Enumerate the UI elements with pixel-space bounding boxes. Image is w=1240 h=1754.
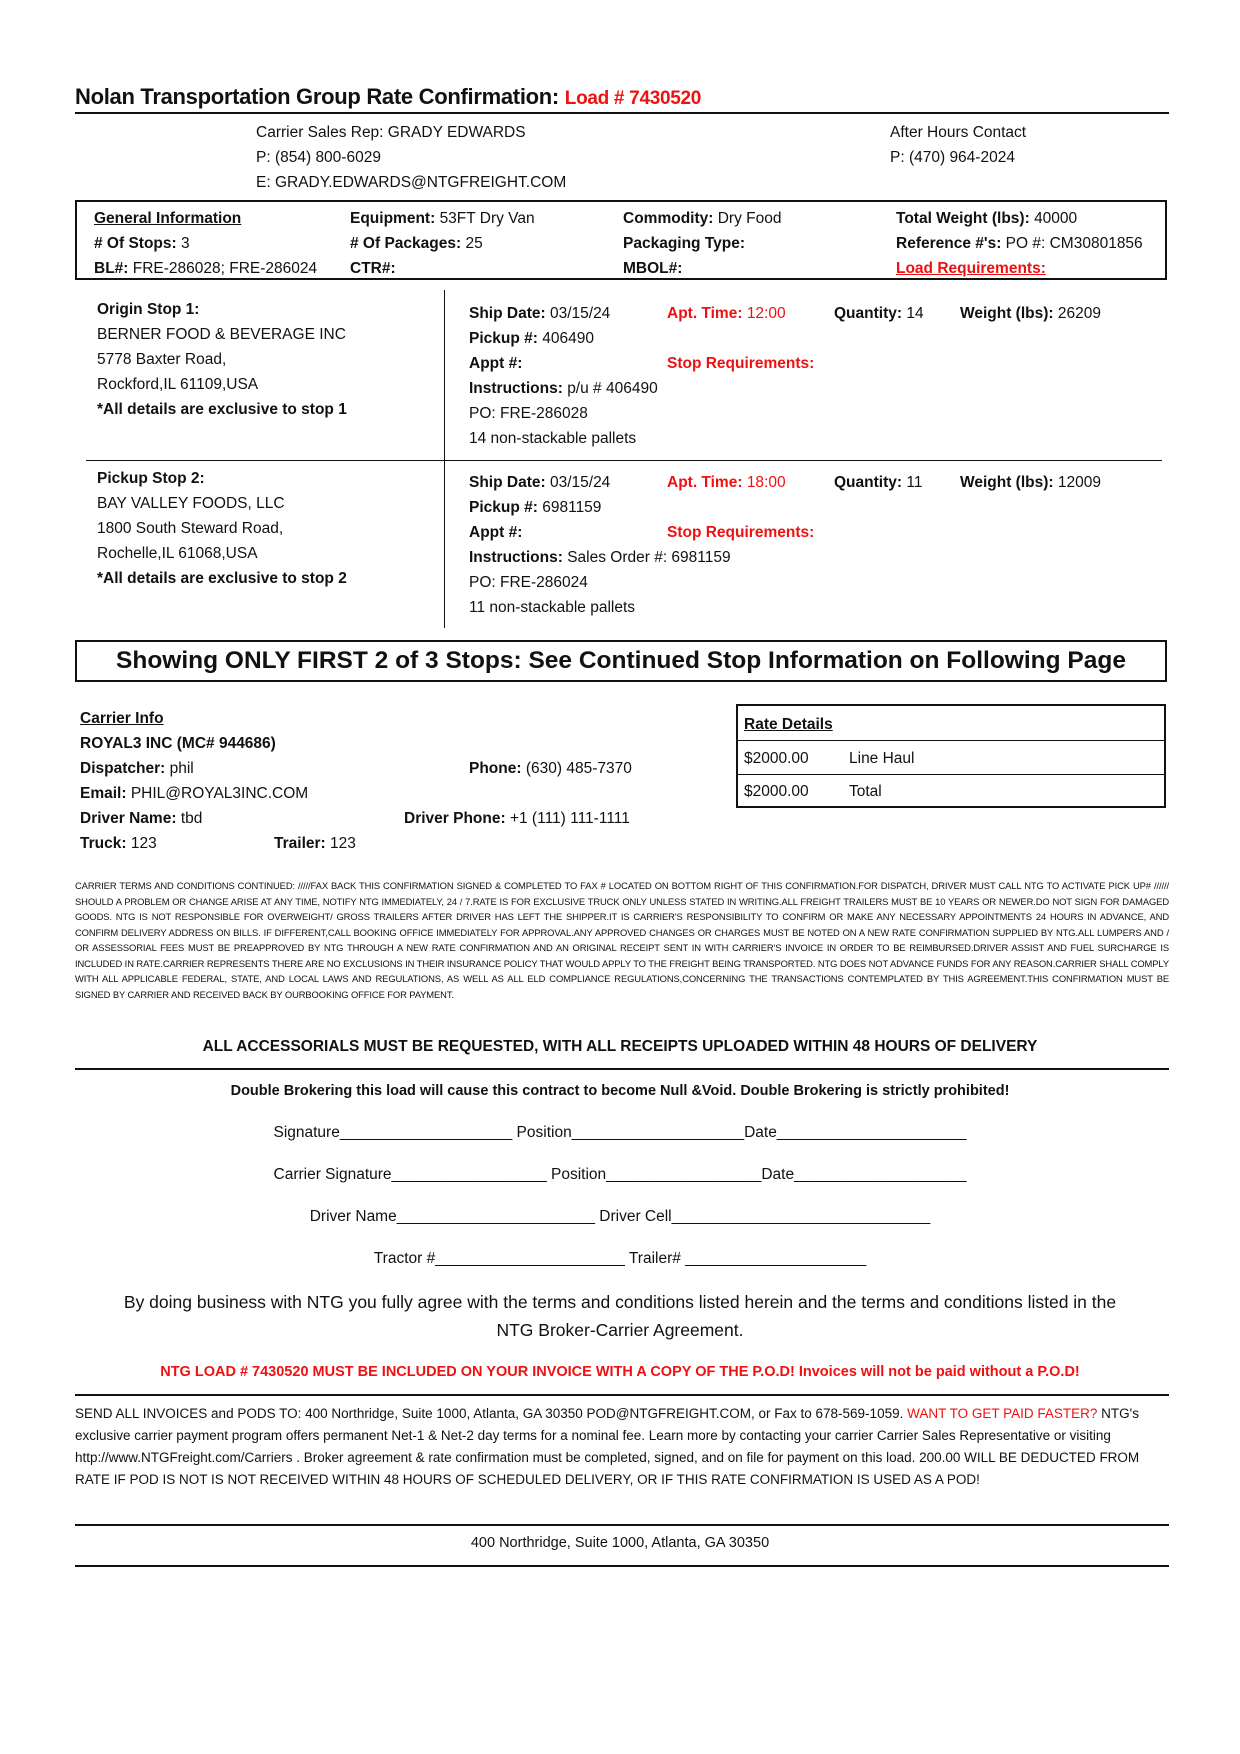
load-requirements: Load Requirements: [896,260,1046,277]
packaging-type: Packaging Type: [623,235,746,252]
stop-1-weight: Weight (lbs): 26209 [960,305,1101,322]
stop-2-stop-requirements: Stop Requirements: [667,524,815,541]
stop-1-address [97,297,347,422]
stop-1-details [469,301,658,451]
footer-rule-bottom [75,1565,1169,1567]
invoice-warning: NTG LOAD # 7430520 MUST BE INCLUDED ON YOUR INVOICE WITH A COPY OF THE P.O.D! Invoices will not be paid without a P.O.D! [160,1364,1080,1380]
accessorials-rule [75,1068,1169,1070]
stop-2-po: PO: FRE-286024 [469,574,588,591]
footer-part-2: NTG's exclusive carrier payment program offers permanent Net-1 & Net-2 day terms for a nominal fee. Learn more by contacting your carrier Carrier Sales Representative or visiting http://www.NTGFreight.com/Carriers . Broker agreement & rate confirmation must be completed, signed, and on file for payment on this load. 200.00 WILL BE DEDUCTED FROM RATE IF POD IS NOT IS NOT RECEIVED WITHIN 48 HOURS OF SCHEDULED DELIVERY, OR IF THIS RATE CONFIRMATION IS USED AS A POD! [75,1406,1140,1487]
stops-count: # Of Stops: 3 [94,235,190,252]
driver-name: Driver Name: tbd [80,810,203,827]
rate-divider-2 [738,774,1164,775]
title-text: Nolan Transportation Group Rate Confirmation: [75,84,559,109]
commodity: Commodity: Dry Food [623,210,782,227]
stop-1-pallets: 14 non-stackable pallets [469,430,637,447]
total-weight: Total Weight (lbs): 40000 [896,210,1078,227]
stop-1-quantity: Quantity: 14 [834,305,924,322]
rate-line-haul-amount: $2000.00 [744,750,809,767]
rate-divider-1 [738,740,1164,741]
after-hours-phone: P: (470) 964-2024 [890,149,1015,166]
load-number: Load # 7430520 [564,88,702,109]
stop-2-address [97,466,347,591]
tractor-line[interactable]: Tractor #______________________ Trailer# _____________________ [373,1250,867,1267]
footer-rule-top [75,1394,1169,1396]
sales-rep-block [256,120,566,195]
sales-rep-name: Carrier Sales Rep: GRADY EDWARDS [256,124,526,141]
stop-1-pickup: Pickup #: 406490 [469,330,594,347]
stops-banner: Showing ONLY FIRST 2 of 3 Stops: See Continued Stop Information on Following Page [75,640,1167,682]
reference-numbers: Reference #'s: PO #: CM30801856 [896,235,1143,252]
stop-2-pallets: 11 non-stackable pallets [469,599,636,616]
rate-details-box [736,704,1166,808]
stop-1-city: Rockford,IL 61109,USA [97,376,259,393]
terms-text: CARRIER TERMS AND CONDITIONS CONTINUED: /////FAX BACK THIS CONFIRMATION SIGNED & COMPLETED TO FAX # LOCATED ON BOTTOM RIGHT OF THIS CONFIRMATION.FOR DISPATCH, DRIVER MUST CALL NTG TO ACTIVATE PICK UP# ////// SHOULD A PROBLEM OR CHANGE ARISE AT ANY TIME, NOTIFY NTG IMMEDIATELY, 24 / 7.RATE IS FOR EXCLUSIVE TRUCK ONLY UNLESS STATED IN WRITING.ALL FREIGHT TRAILERS MUST BE 10 YEARS OR NEWER.DO NOT SIGN FOR DAMAGED GOODS. NTG IS NOT RESPONSIBLE FOR OVERWEIGHT/ GROSS TRAILERS AFTER DRIVER HAS LEFT THE SHIPPER.IT IS CARRIER'S RESPONSIBILITY TO CONFIRM OR MAKE ANY NECESSARY APPOINTMENTS 24 HOURS IN ADVANCE, AND CONFIRM DELIVERY ADDRESS ON BILLS. IF DIFFERENT,CALL BOOKING OFFICE IMMEDIATELY FOR APPROVAL.ANY APPROVED CHANGES OR CHARGES MUST BE NOTED ON A NEW RATE CONFIRMATION SUPPLIED BY NTG.ALL LUMPERS AND / OR ASSESSORIAL FEES MUST BE PREAPPROVED BY NTG THROUGH A NEW RATE CONFIRMATION AND AN ORIGINAL RECEIPT SENT IN WITH CARRIER'S INVOICE IN ORDER TO BE REIMBURSED.DRIVER ASSIST AND FUEL SURCHARGE IS INCLUDED IN RATE.CARRIER REPRESENTS THERE ARE NO EXCLUSIONS IN THEIR INSURANCE POLICY THAT WOULD APPLY TO THE FREIGHT BEING TRANSPORTED. NTG DOES NOT ADVANCE FUNDS FOR ANY REASON.CARRIER SHALL COMPLY WITH ALL APPLICABLE FEDERAL, STATE, AND LOCAL LAWS AND REGULATIONS, AS WELL AS ALL ELD COMPLIANCE REGULATIONS,CONCERNING THE TRANSACTIONS CONTEMPLATED BY THIS AGREEMENT.THIS CONFIRMATION MUST BE SIGNED BY CARRIER AND RECEIVED BACK BY OURBOOKING OFFICE FOR PAYMENT. [75,880,1169,1000]
stop-1-name: BERNER FOOD & BEVERAGE INC [97,326,346,343]
rate-line-haul-desc: Line Haul [849,750,915,767]
stop-1-note: *All details are exclusive to stop 1 [97,401,347,418]
rate-heading: Rate Details [744,716,833,733]
stop-2-appt: Appt #: [469,524,523,541]
agreement-line-2: NTG Broker-Carrier Agreement. [496,1320,744,1340]
sales-rep-email: E: GRADY.EDWARDS@NTGFREIGHT.COM [256,174,567,191]
document-title [75,84,701,110]
agreement-line-1: By doing business with NTG you fully agree with the terms and conditions listed herein and the terms and conditions listed in the [123,1292,1117,1312]
driver-phone: Driver Phone: +1 (111) 111-1111 [404,810,630,827]
stop-2-instructions: Instructions: Sales Order #: 6981159 [469,549,731,566]
bl-numbers: BL#: FRE-286028; FRE-286024 [94,260,318,277]
rate-total-amount: $2000.00 [744,783,809,800]
mbol-number: MBOL#: [623,260,683,277]
footer-paid-faster: WANT TO GET PAID FASTER? [907,1406,1098,1421]
general-info-heading: General Information [94,210,242,227]
stops-divider-vertical [444,290,445,628]
stop-1-title: Origin Stop 1: [97,301,200,318]
stop-1-instructions: Instructions: p/u # 406490 [469,380,658,397]
stop-1-po: PO: FRE-286028 [469,405,588,422]
stop-2-pickup: Pickup #: 6981159 [469,499,602,516]
stop-2-quantity: Quantity: 11 [834,474,923,491]
ctr-number: CTR#: [350,260,396,277]
stop-1-stop-requirements: Stop Requirements: [667,355,815,372]
stop-2-apt-time: Apt. Time: 18:00 [667,474,786,491]
stop-2-city: Rochelle,IL 61068,USA [97,545,258,562]
stop-1-appt: Appt #: [469,355,523,372]
general-info-box [75,200,1167,280]
footer-rule-middle [75,1524,1169,1526]
carrier-email: Email: PHIL@ROYAL3INC.COM [80,785,309,802]
after-hours-label: After Hours Contact [890,124,1027,141]
footer-part-1: SEND ALL INVOICES and PODS TO: 400 Northridge, Suite 1000, Atlanta, GA 30350 POD@NTGFREIGHT.COM, or Fax to 678-569-1059. [75,1406,908,1421]
driver-line[interactable]: Driver Name_______________________ Driver Cell______________________________ [309,1208,931,1225]
accessorials-notice: ALL ACCESSORIALS MUST BE REQUESTED, WITH ALL RECEIPTS UPLOADED WITHIN 48 HOURS OF DELIVERY [202,1038,1038,1055]
equipment: Equipment: 53FT Dry Van [350,210,535,227]
title-rule [75,112,1169,114]
stop-1-apt-time: Apt. Time: 12:00 [667,305,786,322]
stop-2-street: 1800 South Steward Road, [97,520,284,537]
stop-2-note: *All details are exclusive to stop 2 [97,570,347,587]
carrier-signature-line[interactable]: Carrier Signature__________________ Position__________________Date____________________ [273,1166,967,1183]
stop-2-ship-date: Ship Date: 03/15/24 [469,474,611,491]
stop-2-name: BAY VALLEY FOODS, LLC [97,495,285,512]
signature-line[interactable]: Signature____________________ Position____________________Date______________________ [273,1124,967,1141]
truck-number: Truck: 123 [80,835,157,852]
stop-1-ship-date: Ship Date: 03/15/24 [469,305,611,322]
sales-rep-phone: P: (854) 800-6029 [256,149,381,166]
stop-2-title: Pickup Stop 2: [97,470,205,487]
packages-count: # Of Packages: 25 [350,235,483,252]
stop-2-weight: Weight (lbs): 12009 [960,474,1101,491]
double-brokering-notice: Double Brokering this load will cause this contract to become Null &Void. Double Brokering is strictly prohibited! [230,1083,1010,1099]
trailer-number: Trailer: 123 [274,835,356,852]
footer-text [75,1403,1169,1491]
after-hours-block [890,120,1026,170]
carrier-dispatcher: Dispatcher: phil [80,760,194,777]
rate-total-desc: Total [849,783,882,800]
carrier-heading: Carrier Info [80,710,164,727]
stop-1-street: 5778 Baxter Road, [97,351,227,368]
footer-address: 400 Northridge, Suite 1000, Atlanta, GA 30350 [470,1535,770,1551]
stops-divider-horizontal [86,460,1162,461]
carrier-name: ROYAL3 INC (MC# 944686) [80,735,276,752]
carrier-phone: Phone: (630) 485-7370 [469,760,632,777]
